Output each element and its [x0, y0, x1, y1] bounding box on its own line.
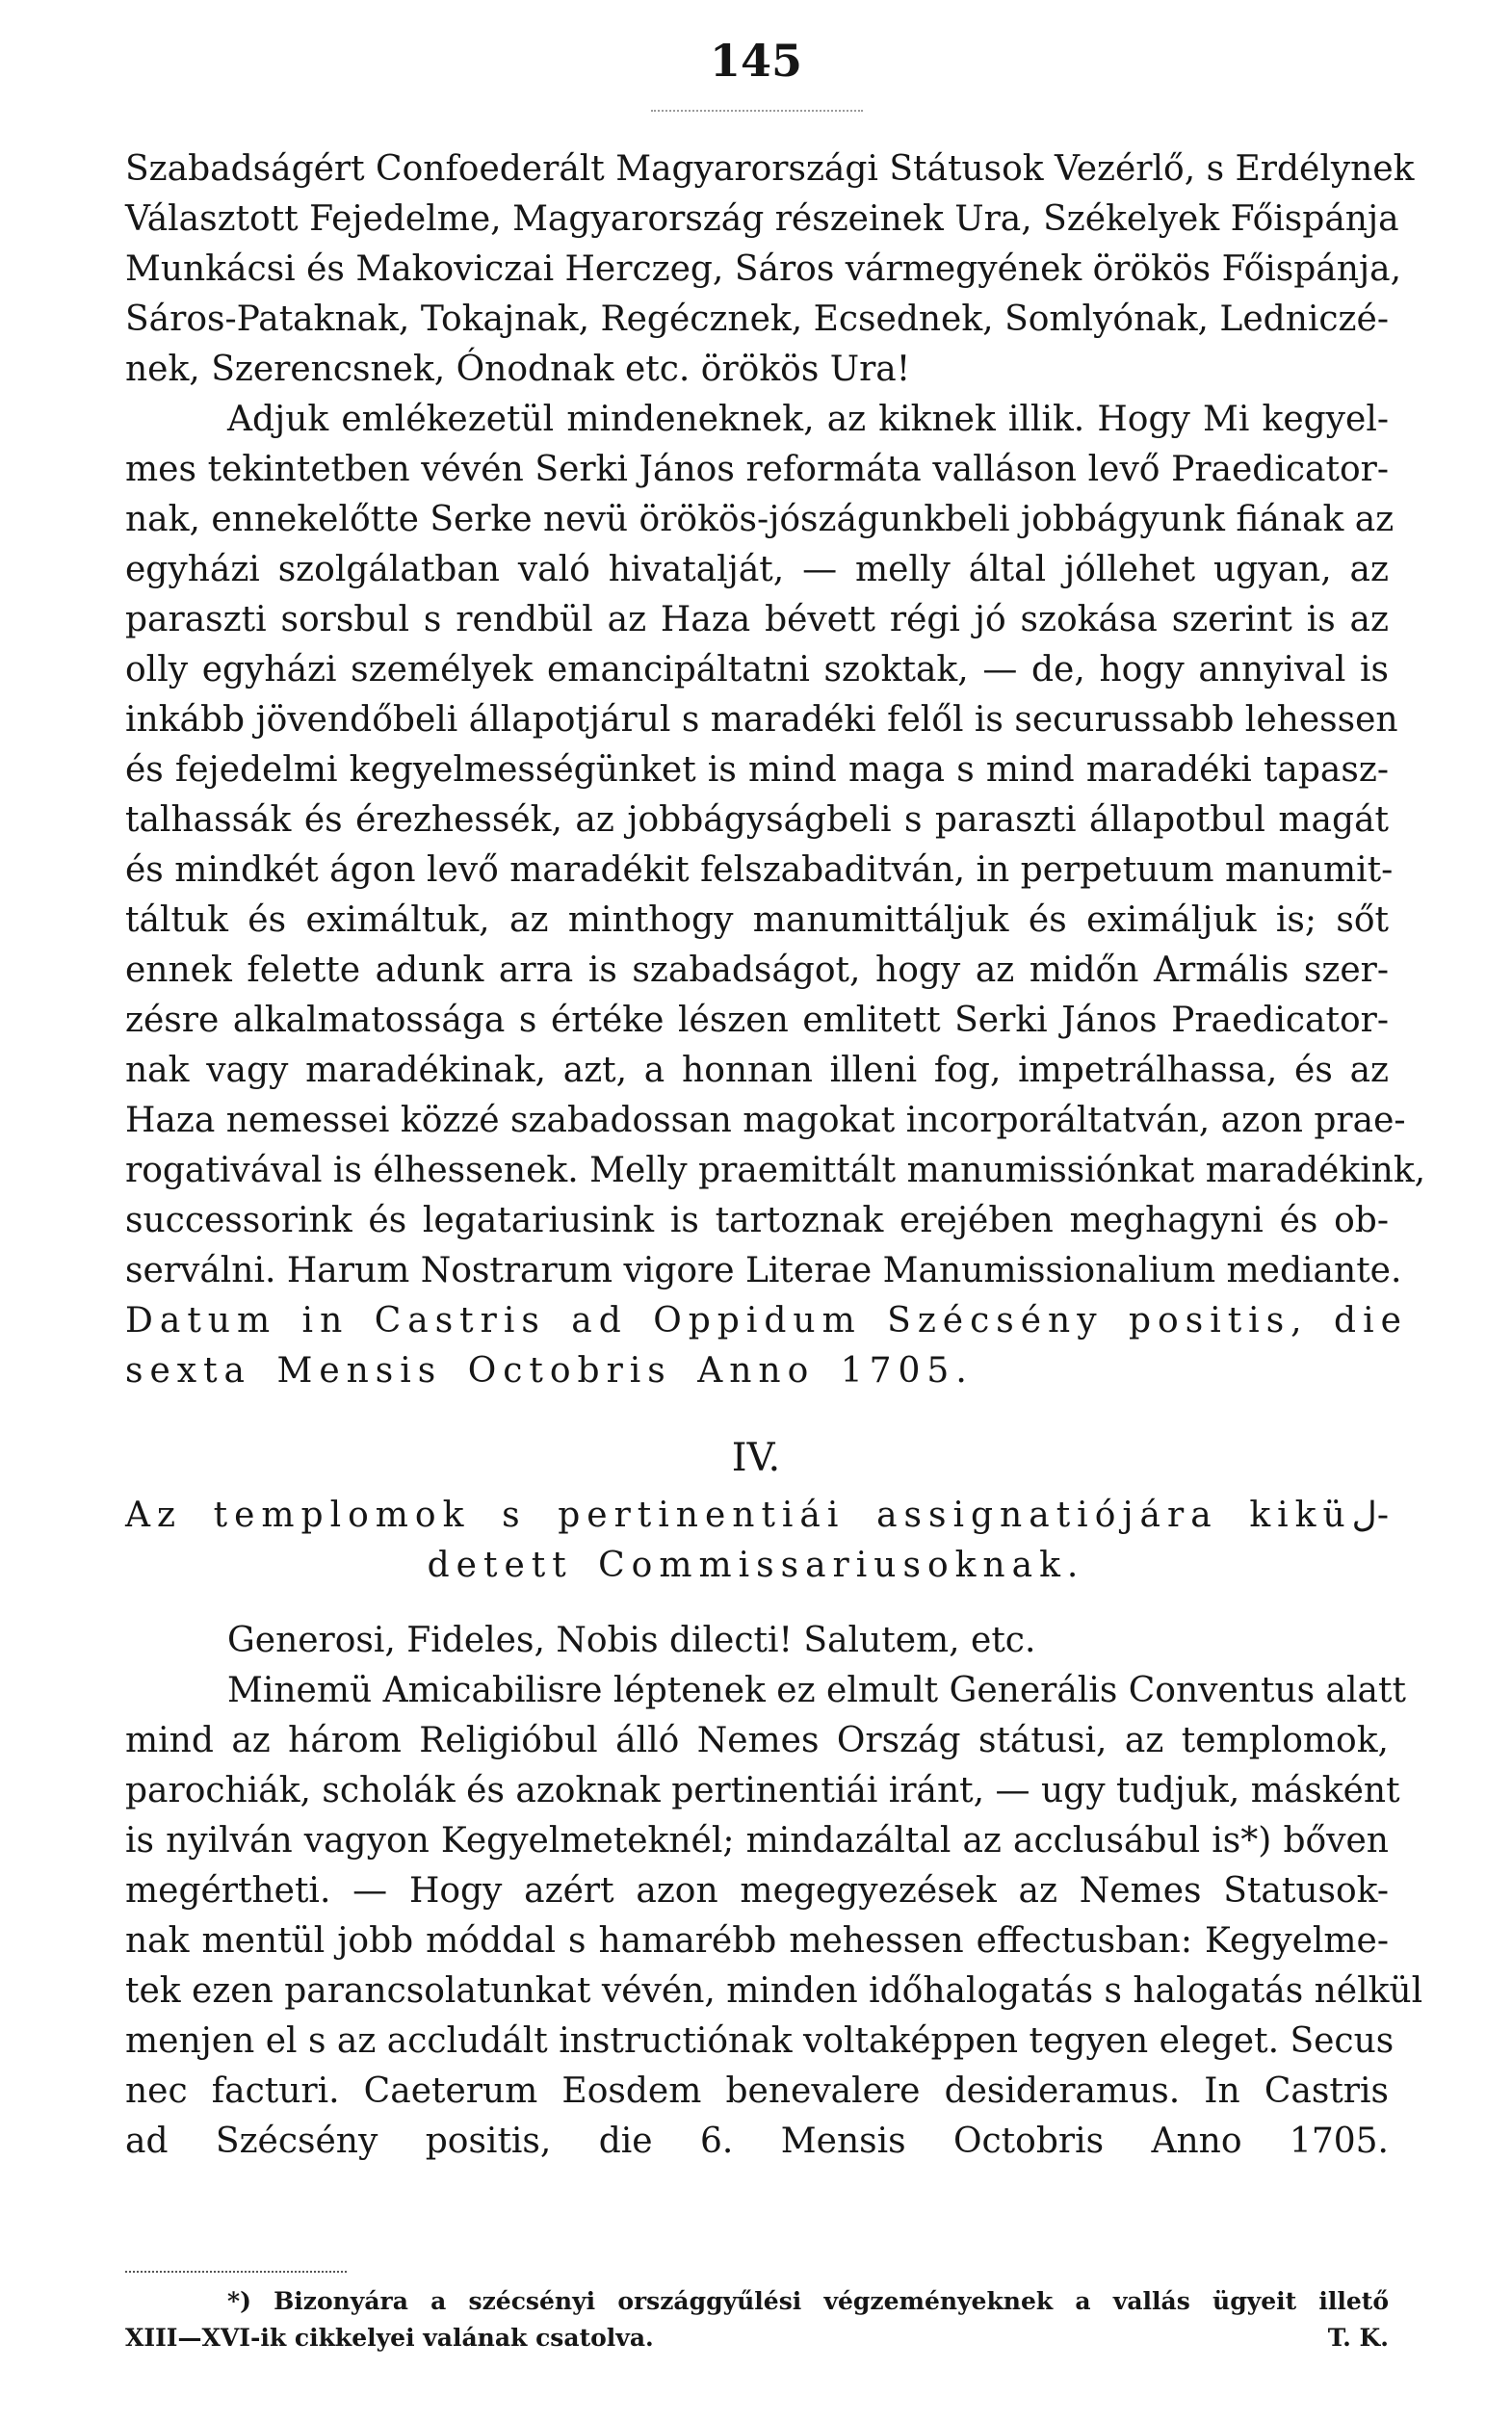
body-line: és fejedelmi kegyelmességünket is mind maga s mind maradéki tapasz-: [125, 750, 1389, 790]
body-line: és mindkét ágon levő maradékit felszabaditván, in perpetuum manumit-: [125, 850, 1394, 890]
body-line: inkább jövendőbeli állapotjárul s maradéki felől is securussabb lehessen: [125, 700, 1398, 740]
body-line: Szabadságért Confoederált Magyarországi Státusok Vezérlő, s Erdélynek: [125, 149, 1415, 189]
body-line: Minemü Amicabilisre léptenek ez elmult Generális Conventus alatt: [227, 1671, 1406, 1710]
body-line: ennek felette adunk arra is szabadságot, hogy az midőn Armális szer-: [125, 950, 1389, 990]
page-number: 145: [709, 35, 803, 87]
body-line: megértheti. — Hogy azért azon megegyezések az Nemes Statusok-: [125, 1871, 1389, 1911]
body-line: is nyilván vagyon Kegyelmeteknél; mindazáltal az acclusábul is*) bőven: [125, 1821, 1389, 1861]
body-line: rogativával is élhessenek. Melly praemittált manumissiónkat maradékink,: [125, 1151, 1426, 1190]
body-line: talhassák és érezhessék, az jobbágyságbeli s paraszti állapotbul magát: [125, 800, 1389, 840]
footnote-line: *) Bizonyára a szécsényi országgyűlési végzeményeknek a vallás ügyeit illető: [227, 2287, 1389, 2315]
body-line: nec facturi. Caeterum Eosdem benevalere desideramus. In Castris: [125, 2071, 1389, 2111]
body-line: mind az három Religióbul álló Nemes Ország státusi, az templomok,: [125, 1721, 1389, 1760]
footnote-text: XIII—XVI-ik cikkelyei valának csatolva.: [125, 2324, 654, 2352]
body-line: Sáros-Pataknak, Tokajnak, Regécznek, Ecsednek, Somlyónak, Ledniczé-: [125, 299, 1389, 339]
body-line: mes tekintetben vévén Serki János reformáta valláson levő Praedicator-: [125, 450, 1389, 489]
dateline: ad Szécsény positis, die 6. Mensis Octobris Anno 1705.: [125, 2122, 1389, 2161]
body-line: serválni. Harum Nostrarum vigore Literae Manumissionalium mediante.: [125, 1251, 1402, 1290]
body-line: nak, ennekelőtte Serke nevü örökös-jószágunkbeli jobbágyunk fiának az: [125, 500, 1395, 539]
footnote-line: [125, 2321, 1389, 2356]
salutation: Generosi, Fideles, Nobis dilecti! Salutem, etc.: [227, 1621, 1036, 1660]
body-line: nak mentül jobb móddal s hamarébb mehessen effectusban: Kegyelme-: [125, 1921, 1389, 1961]
body-line: menjen el s az accludált instructiónak voltaképpen tegyen eleget. Secus: [125, 2021, 1395, 2061]
dateline: Datum in Castris ad Oppidum Szécsény positis, die: [125, 1301, 1408, 1341]
section-title-line: detett Commissariusoknak.: [427, 1546, 1085, 1585]
section-title-line: Az templomok s pertinentiái assignatiójára kiküل-: [125, 1496, 1389, 1535]
body-line: tek ezen parancsolatunkat vévén, minden időhalogatás s halogatás nélkül: [125, 1971, 1423, 2011]
body-line: zésre alkalmatossága s értéke lészen emlitett Serki János Praedicator-: [125, 1001, 1389, 1040]
body-line: nak vagy maradékinak, azt, a honnan illeni fog, impetrálhassa, és az: [125, 1051, 1389, 1090]
decorative-rule: [651, 110, 863, 116]
body-line: egyházi szolgálatban való hivatalját, — melly által jóllehet ugyan, az: [125, 550, 1389, 589]
dateline: sexta Mensis Octobris Anno 1705.: [125, 1351, 974, 1391]
body-line: nek, Szerencsnek, Ónodnak etc. örökös Ura!: [125, 350, 911, 389]
body-line: parochiák, scholák és azoknak pertinentiái iránt, — ugy tudjuk, másként: [125, 1771, 1400, 1810]
footnote-signature: T. K.: [1327, 2324, 1389, 2352]
body-line: paraszti sorsbul s rendbül az Haza bévett régi jó szokása szerint is az: [125, 600, 1389, 639]
section-numeral: IV.: [731, 1436, 781, 1480]
body-line: successorink és legatariusink is tartoznak erejében meghagyni és ob-: [125, 1201, 1389, 1240]
body-line: Munkácsi és Makoviczai Herczeg, Sáros vármegyének örökös Főispánja,: [125, 249, 1402, 289]
body-line: Választott Fejedelme, Magyarország részeinek Ura, Székelyek Főispánja: [125, 199, 1399, 239]
footnote-rule: [125, 2271, 347, 2273]
body-line: olly egyházi személyek emancipáltatni szoktak, — de, hogy annyival is: [125, 650, 1389, 690]
body-line: táltuk és eximáltuk, az minthogy manumittáljuk és eximáljuk is; sőt: [125, 900, 1389, 940]
body-line: Haza nemessei közzé szabadossan magokat incorporáltatván, azon prae-: [125, 1101, 1406, 1140]
body-line: Adjuk emlékezetül mindeneknek, az kiknek illik. Hogy Mi kegyel-: [227, 400, 1389, 439]
